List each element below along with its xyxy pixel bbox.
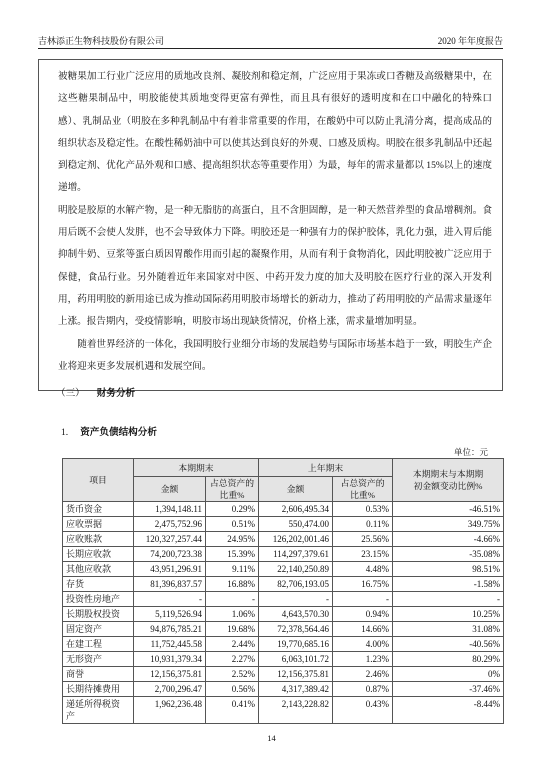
cell-change: 10.25% [393, 607, 504, 622]
company-name: 吉林添正生物科技股份有限公司 [38, 36, 165, 46]
cell-prior-ratio: 23.15% [333, 547, 393, 562]
cell-prior-amount: 4,643,570.30 [259, 607, 333, 622]
table-row [63, 592, 504, 607]
table-row [63, 577, 504, 592]
cell-prior-ratio: 14.66% [333, 622, 393, 637]
balance-structure-table [62, 458, 504, 724]
cell-item: 投资性房地产 [63, 592, 134, 607]
cell-prior-amount: 82,706,193.05 [259, 577, 333, 592]
cell-prior-ratio: 2.46% [333, 667, 393, 682]
cell-change: 349.75% [393, 517, 504, 532]
table-row [63, 697, 504, 724]
cell-current-ratio: 19.68% [206, 622, 259, 637]
cell-item: 递延所得税资产 [63, 697, 134, 724]
cell-change: -46.51% [393, 502, 504, 517]
table-body [63, 502, 504, 724]
cell-current-amount: 2,475,752.96 [134, 517, 206, 532]
cell-item: 无形资产 [63, 652, 134, 667]
cell-current-amount: - [134, 592, 206, 607]
header-item: 项目 [63, 459, 134, 502]
cell-prior-amount: 12,156,375.81 [259, 667, 333, 682]
cell-prior-ratio: 0.53% [333, 502, 393, 517]
cell-item: 长期待摊费用 [63, 682, 134, 697]
cell-change: -1.58% [393, 577, 504, 592]
cell-current-ratio: 2.27% [206, 652, 259, 667]
cell-change: - [393, 592, 504, 607]
cell-prior-ratio: - [333, 592, 393, 607]
cell-prior-ratio: 25.56% [333, 532, 393, 547]
table-row [63, 607, 504, 622]
header-prior-ratio: 占总资产的比重% [333, 477, 393, 502]
cell-current-amount: 74,200,723.38 [134, 547, 206, 562]
report-title: 2020 年年度报告 [437, 36, 503, 46]
cell-item: 其他应收款 [63, 562, 134, 577]
cell-current-amount: 1,394,148.11 [134, 502, 206, 517]
cell-current-amount: 5,119,526.94 [134, 607, 206, 622]
cell-current-ratio: 9.11% [206, 562, 259, 577]
paragraph-candy-dairy: 被糖果加工行业广泛应用的质地改良剂、凝胶剂和稳定剂，广泛应用于果冻或口香糖及高级糖果中，在这些糖果制品中，明胶能使其质地变得更富有弹性，而且具有很好的透明度和在口中融化的特殊口感）、乳制品业（明胶在多种乳制品中有着非常重要的作用，在酸奶中可以防止乳清分离，提高成品的组织状态及稳定性。在酸性稀奶油中可以使其达到良好的外观、口感及质构。明胶在很多乳制品中还起到稳定剂、优化产品外观和口感、提高组织状态等重要作用）为最，每年的需求量都以 15%以上的速度递增。 [58, 71, 492, 194]
cell-prior-ratio: 4.00% [333, 637, 393, 652]
table-row [63, 517, 504, 532]
cell-change: -8.44% [393, 697, 504, 724]
table-row [63, 637, 504, 652]
cell-current-ratio: 2.52% [206, 667, 259, 682]
cell-current-ratio: 0.29% [206, 502, 259, 517]
page-number: 14 [267, 733, 276, 743]
cell-prior-amount: 22,140,250.89 [259, 562, 333, 577]
cell-prior-ratio: 4.48% [333, 562, 393, 577]
cell-change: 98.51% [393, 562, 504, 577]
cell-change: 0% [393, 667, 504, 682]
cell-current-amount: 12,156,375.81 [134, 667, 206, 682]
cell-current-amount: 2,700,296.47 [134, 682, 206, 697]
cell-current-ratio: 0.56% [206, 682, 259, 697]
cell-prior-ratio: 0.87% [333, 682, 393, 697]
cell-change: -40.56% [393, 637, 504, 652]
cell-current-ratio: 0.41% [206, 697, 259, 724]
cell-prior-amount: - [259, 592, 333, 607]
cell-change: -35.08% [393, 547, 504, 562]
cell-current-ratio: 16.88% [206, 577, 259, 592]
cell-current-amount: 120,327,257.44 [134, 532, 206, 547]
cell-current-amount: 43,951,296.91 [134, 562, 206, 577]
industry-description-box [38, 59, 503, 391]
cell-change: 80.29% [393, 652, 504, 667]
cell-prior-amount: 550,474.00 [259, 517, 333, 532]
table-header-row [63, 459, 504, 477]
cell-item: 长期股权投资 [63, 607, 134, 622]
header-current-amount: 金额 [134, 477, 206, 502]
table-row [63, 547, 504, 562]
cell-current-amount: 1,962,236.48 [134, 697, 206, 724]
table-row [63, 502, 504, 517]
cell-item: 在建工程 [63, 637, 134, 652]
paragraph-outlook: 随着世界经济的一体化，我国明胶行业细分市场的发展趋势与国际市场基本趋于一致，明胶生产企业将迎来更多发展机遇和发展空间。 [58, 338, 492, 372]
table-row [63, 562, 504, 577]
cell-prior-amount: 4,317,389.42 [259, 682, 333, 697]
header-prior-amount: 金额 [259, 477, 333, 502]
cell-prior-amount: 19,770,685.16 [259, 637, 333, 652]
cell-prior-amount: 2,606,495.34 [259, 502, 333, 517]
cell-current-ratio: 24.95% [206, 532, 259, 547]
cell-prior-amount: 6,063,101.72 [259, 652, 333, 667]
subsection-heading [61, 426, 157, 439]
cell-current-amount: 11,752,445.58 [134, 637, 206, 652]
header-divider [38, 48, 503, 49]
paragraph-gelatin-uses: 明胶是胶原的水解产物，是一种无脂肪的高蛋白，且不含胆固醇，是一种天然营养型的食品增稠剂。食用后既不会使人发胖，也不会导致体力下降。明胶还是一种强有力的保护胶体，乳化力强，进入胃后能抑制牛奶、豆浆等蛋白质因胃酸作用而引起的凝聚作用，从而有利于食物消化，因此明胶被广泛应用于保健，食品行业。另外随着近年来国家对中医、中药开发力度的加大及明胶在医疗行业的深入开发利用，药用明胶的新用途已成为推动国际药用明胶市场增长的新动力，推动了药用明胶的产品需求量逐年上涨。报告期内，受疫情影响，明胶市场出现缺货情况，价格上涨，需求量增加明显。 [58, 204, 492, 328]
cell-current-ratio: 1.06% [206, 607, 259, 622]
header-current-period: 本期期末 [134, 459, 259, 477]
table-row [63, 622, 504, 637]
cell-item: 固定资产 [63, 622, 134, 637]
cell-current-ratio: 15.39% [206, 547, 259, 562]
section-title: 财务分析 [96, 388, 136, 399]
cell-item: 商誉 [63, 667, 134, 682]
cell-current-amount: 94,876,785.21 [134, 622, 206, 637]
cell-prior-amount: 72,378,564.46 [259, 622, 333, 637]
cell-current-amount: 81,396,837.57 [134, 577, 206, 592]
cell-item: 应收账款 [63, 532, 134, 547]
header-current-ratio: 占总资产的比重% [206, 477, 259, 502]
cell-prior-ratio: 1.23% [333, 652, 393, 667]
section-heading [56, 387, 135, 400]
cell-current-ratio: 2.44% [206, 637, 259, 652]
cell-item: 存货 [63, 577, 134, 592]
cell-item: 长期应收款 [63, 547, 134, 562]
table-row [63, 652, 504, 667]
cell-item: 货币资金 [63, 502, 134, 517]
cell-prior-ratio: 0.43% [333, 697, 393, 724]
cell-prior-ratio: 16.75% [333, 577, 393, 592]
section-number: （三） [56, 388, 85, 399]
unit-label: 单位：元 [453, 447, 488, 457]
cell-prior-amount: 126,202,001.46 [259, 532, 333, 547]
header-change-ratio: 本期期末与本期期初金额变动比例% [393, 459, 504, 502]
table-row [63, 667, 504, 682]
cell-change: -4.66% [393, 532, 504, 547]
subsection-number: 1. [61, 427, 69, 438]
cell-item: 应收票据 [63, 517, 134, 532]
cell-prior-ratio: 0.11% [333, 517, 393, 532]
cell-prior-amount: 2,143,228.82 [259, 697, 333, 724]
cell-prior-amount: 114,297,379.61 [259, 547, 333, 562]
cell-current-amount: 10,931,379.34 [134, 652, 206, 667]
cell-current-ratio: 0.51% [206, 517, 259, 532]
table-row [63, 532, 504, 547]
cell-current-ratio: - [206, 592, 259, 607]
subsection-title: 资产负债结构分析 [80, 427, 157, 438]
cell-prior-ratio: 0.94% [333, 607, 393, 622]
table-row [63, 682, 504, 697]
cell-change: -37.46% [393, 682, 504, 697]
header-prior-period: 上年期末 [259, 459, 393, 477]
cell-change: 31.08% [393, 622, 504, 637]
